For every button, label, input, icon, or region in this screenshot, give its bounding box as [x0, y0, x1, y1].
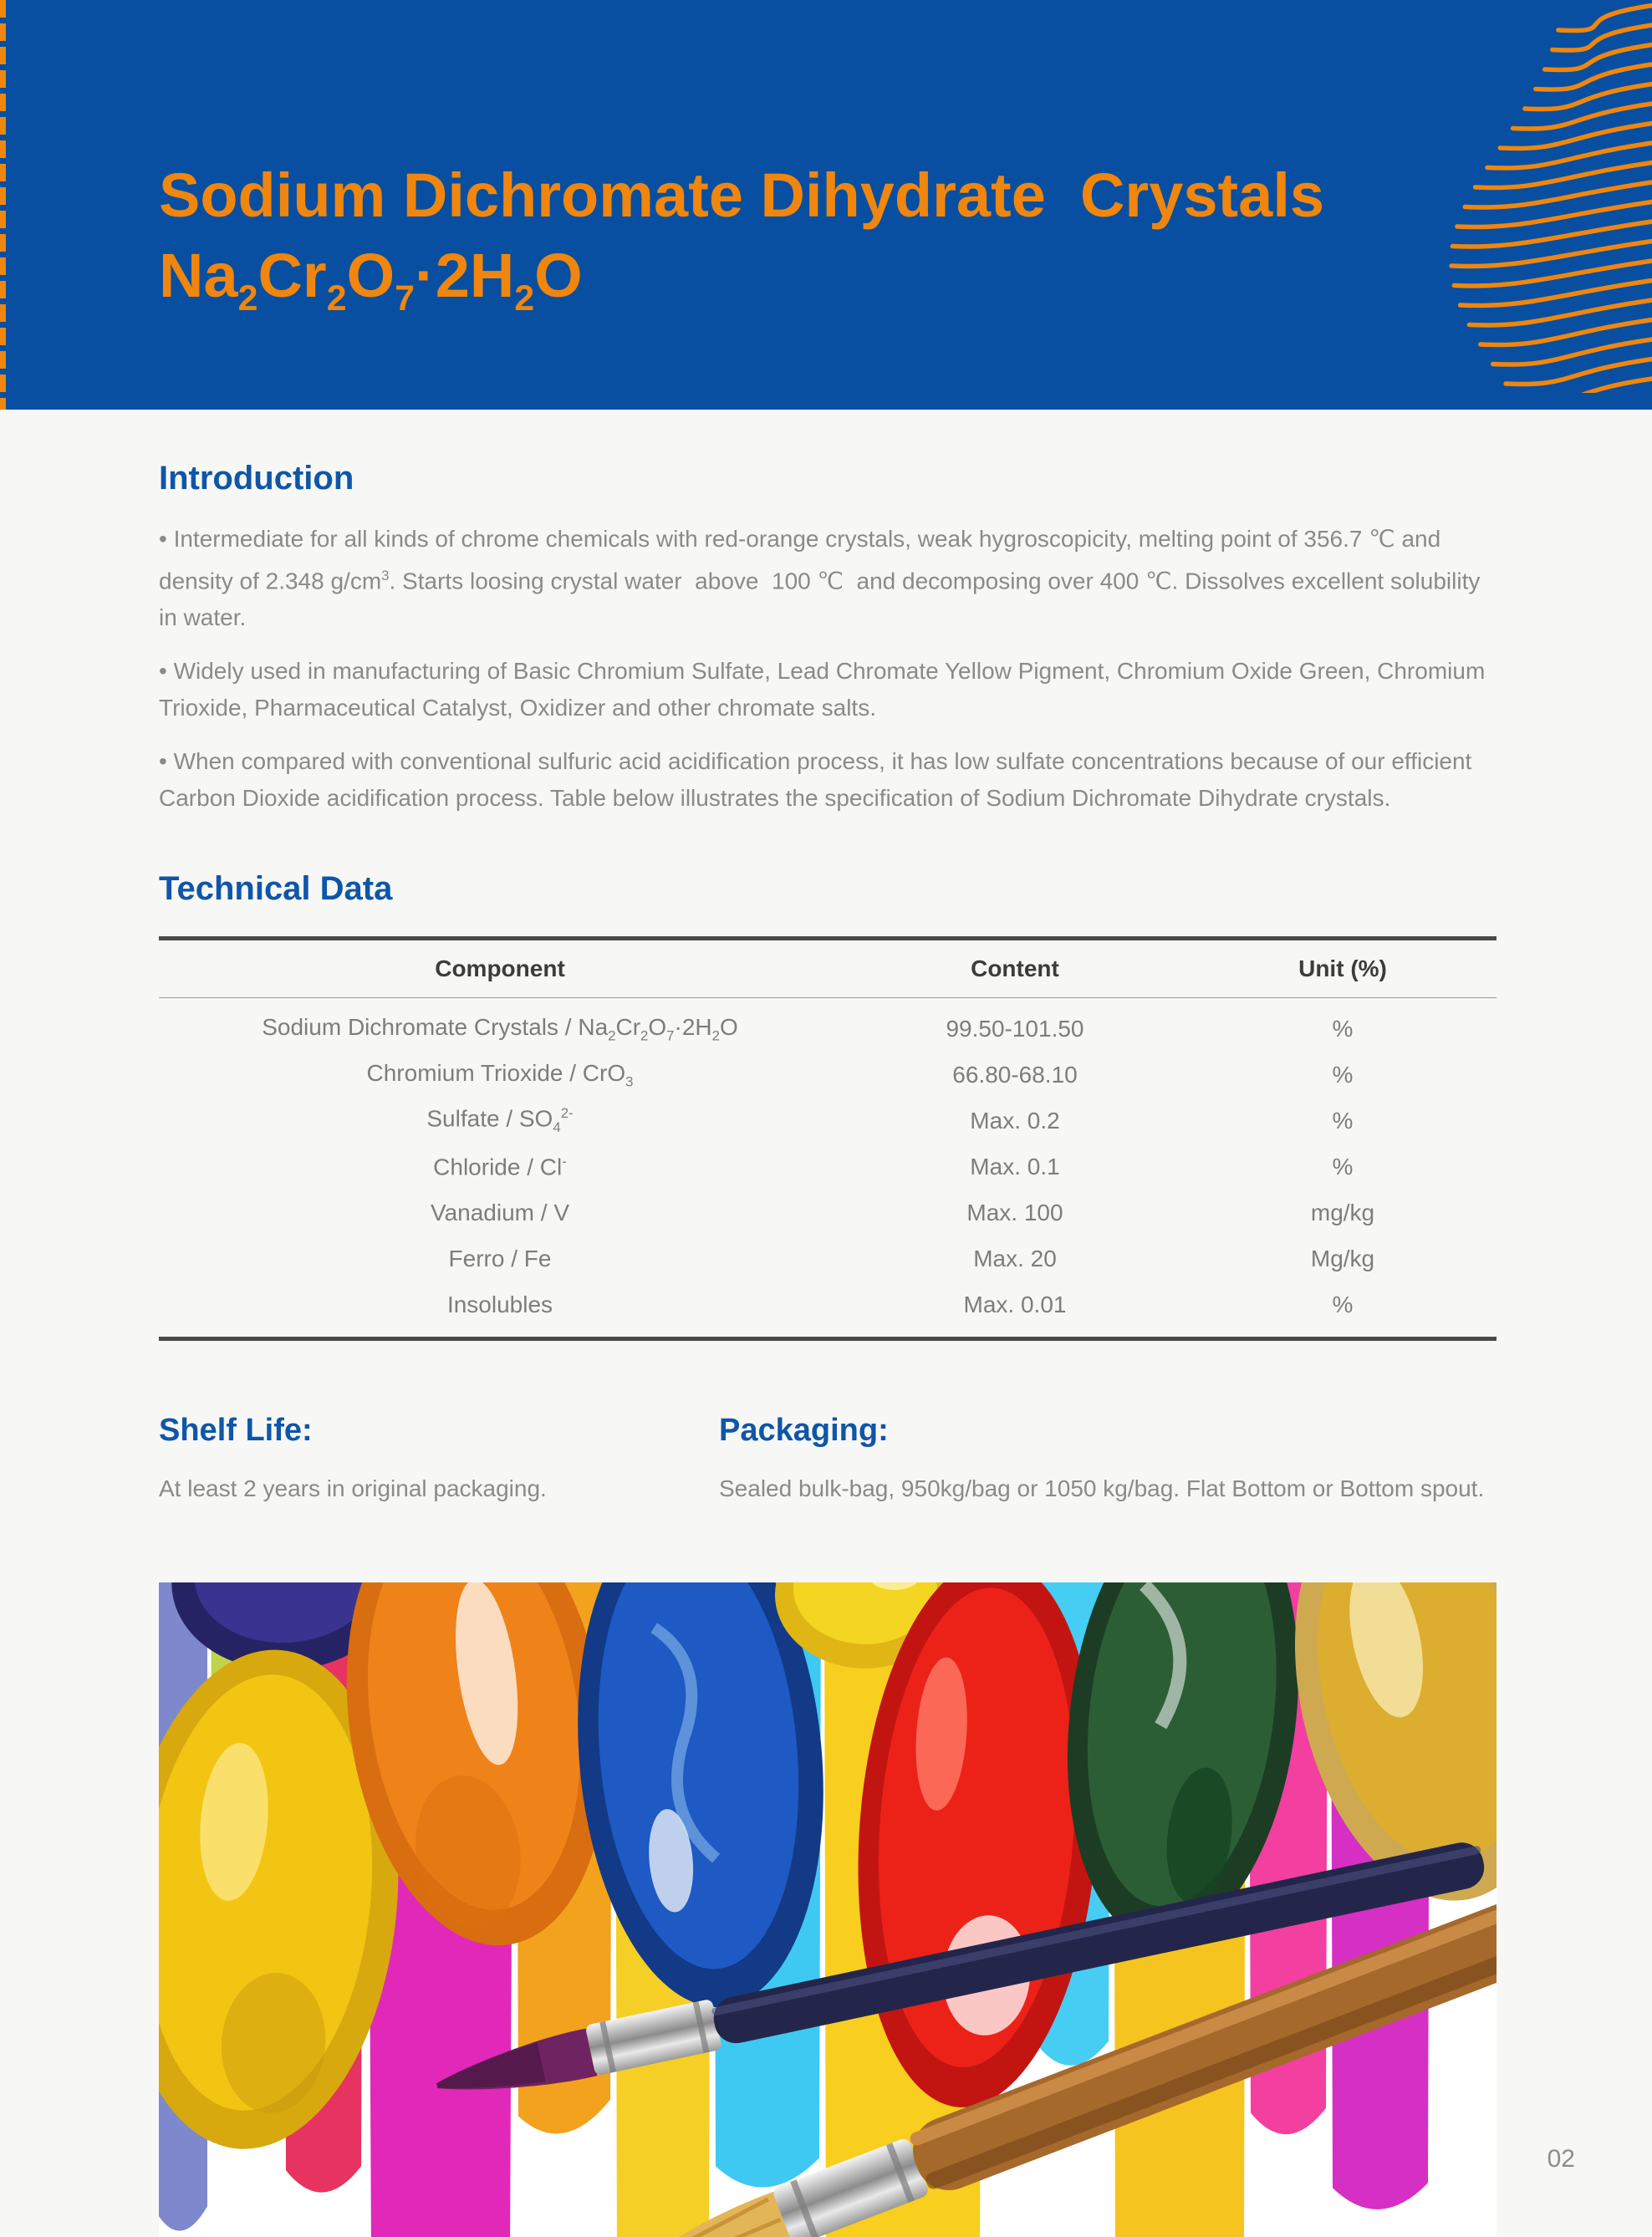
unit-cell: % [1332, 1153, 1354, 1180]
content-cell: Max. 0.01 [963, 1291, 1067, 1317]
title-block [159, 155, 1324, 339]
shelf-life-text: At least 2 years in original packaging. [159, 1475, 547, 1502]
table-row [159, 1190, 1496, 1236]
table-row [159, 998, 1496, 1052]
content-cell: Max. 0.1 [970, 1153, 1060, 1180]
table-row [159, 1098, 1496, 1144]
table-row [159, 1282, 1496, 1339]
intro-bullet-1: • Intermediate for all kinds of chrome chemicals with red-orange crystals, weak hygroscopicity, melting point of 356.7 ℃ and density of 2.348 $g/cm^3$. Starts loosing crystal water above 100 ℃ and decomposing over 400 ℃. Dissolves excellent solubility in water. [159, 526, 1487, 631]
unit-cell: mg/kg [1310, 1199, 1375, 1226]
unit-cell: % [1332, 1107, 1354, 1134]
packaging-text: Sealed bulk-bag, 950kg/bag or 1050 kg/bag. Flat Bottom or Bottom spout. [719, 1475, 1485, 1502]
component-cell: Sulfate / $SO_4^{2-}$ [426, 1105, 574, 1136]
page-number: 02 [1547, 2145, 1575, 2173]
component-cell: Ferro / Fe [448, 1245, 552, 1271]
component-cell: Chloride / Cl- [433, 1153, 567, 1180]
content-cell: 99.50-101.50 [946, 1015, 1084, 1042]
page-title-formula: $Na_2Cr_2O_7\cdot 2H_2O$ [159, 241, 583, 318]
dashed-accent-strip [0, 0, 6, 410]
component-cell: Vanadium / V [430, 1199, 570, 1226]
technical-data-heading: Technical Data [159, 870, 393, 908]
packaging-block [719, 1413, 1496, 1507]
unit-cell: Mg/kg [1310, 1245, 1375, 1271]
content-cell: Max. 20 [973, 1245, 1057, 1271]
page-title: Sodium Dichromate Dihydrate Crystals [159, 161, 1325, 230]
technical-data-table [159, 936, 1496, 1341]
table-row [159, 1052, 1496, 1098]
unit-cell: % [1332, 1291, 1354, 1317]
content-cell: 66.80-68.10 [952, 1061, 1078, 1088]
unit-cell: % [1332, 1061, 1354, 1088]
paint-pots-photo [159, 1582, 1496, 2237]
shelf-life-heading: Shelf Life: [159, 1413, 313, 1449]
column-header-content: Content [841, 939, 1189, 998]
packaging-heading: Packaging: [719, 1413, 889, 1449]
unit-cell: % [1332, 1015, 1354, 1042]
component-cell: Chromium Trioxide / CrO$_3$ [366, 1059, 634, 1090]
component-cell: Insolubles [446, 1291, 553, 1317]
header-band [0, 0, 1652, 410]
content [0, 460, 1652, 2237]
content-cell: Max. 0.2 [970, 1107, 1060, 1134]
wave-decoration-icon [1401, 0, 1652, 393]
table-header-row [159, 939, 1496, 998]
table-row [159, 1236, 1496, 1282]
intro-bullet-3: • When compared with conventional sulfuric acid acidification process, it has low sulfate concentrations because of our efficient Carbon Dioxide acidification process. Table below illustrates the specification of Sodium Dichromate Dihydrate crystals. [159, 748, 1479, 812]
shelf-packaging-section [159, 1413, 1496, 1507]
component-cell: Sodium Dichromate Crystals / $Na_2Cr_2O_7\cdot 2H_2O$ [262, 1013, 738, 1044]
content-cell: Max. 100 [966, 1199, 1063, 1226]
table-row [159, 1144, 1496, 1190]
shelf-life-block [159, 1413, 719, 1507]
column-header-unit: Unit (%) [1189, 939, 1496, 998]
column-header-component: Component [159, 939, 841, 998]
intro-bullet-2: • Widely used in manufacturing of Basic Chromium Sulfate, Lead Chromate Yellow Pigment, Chromium Oxide Green, Chromium Trioxide, Pharmaceutical Catalyst, Oxidizer and other chromate salts. [159, 658, 1491, 721]
introduction-heading: Introduction [159, 460, 354, 497]
